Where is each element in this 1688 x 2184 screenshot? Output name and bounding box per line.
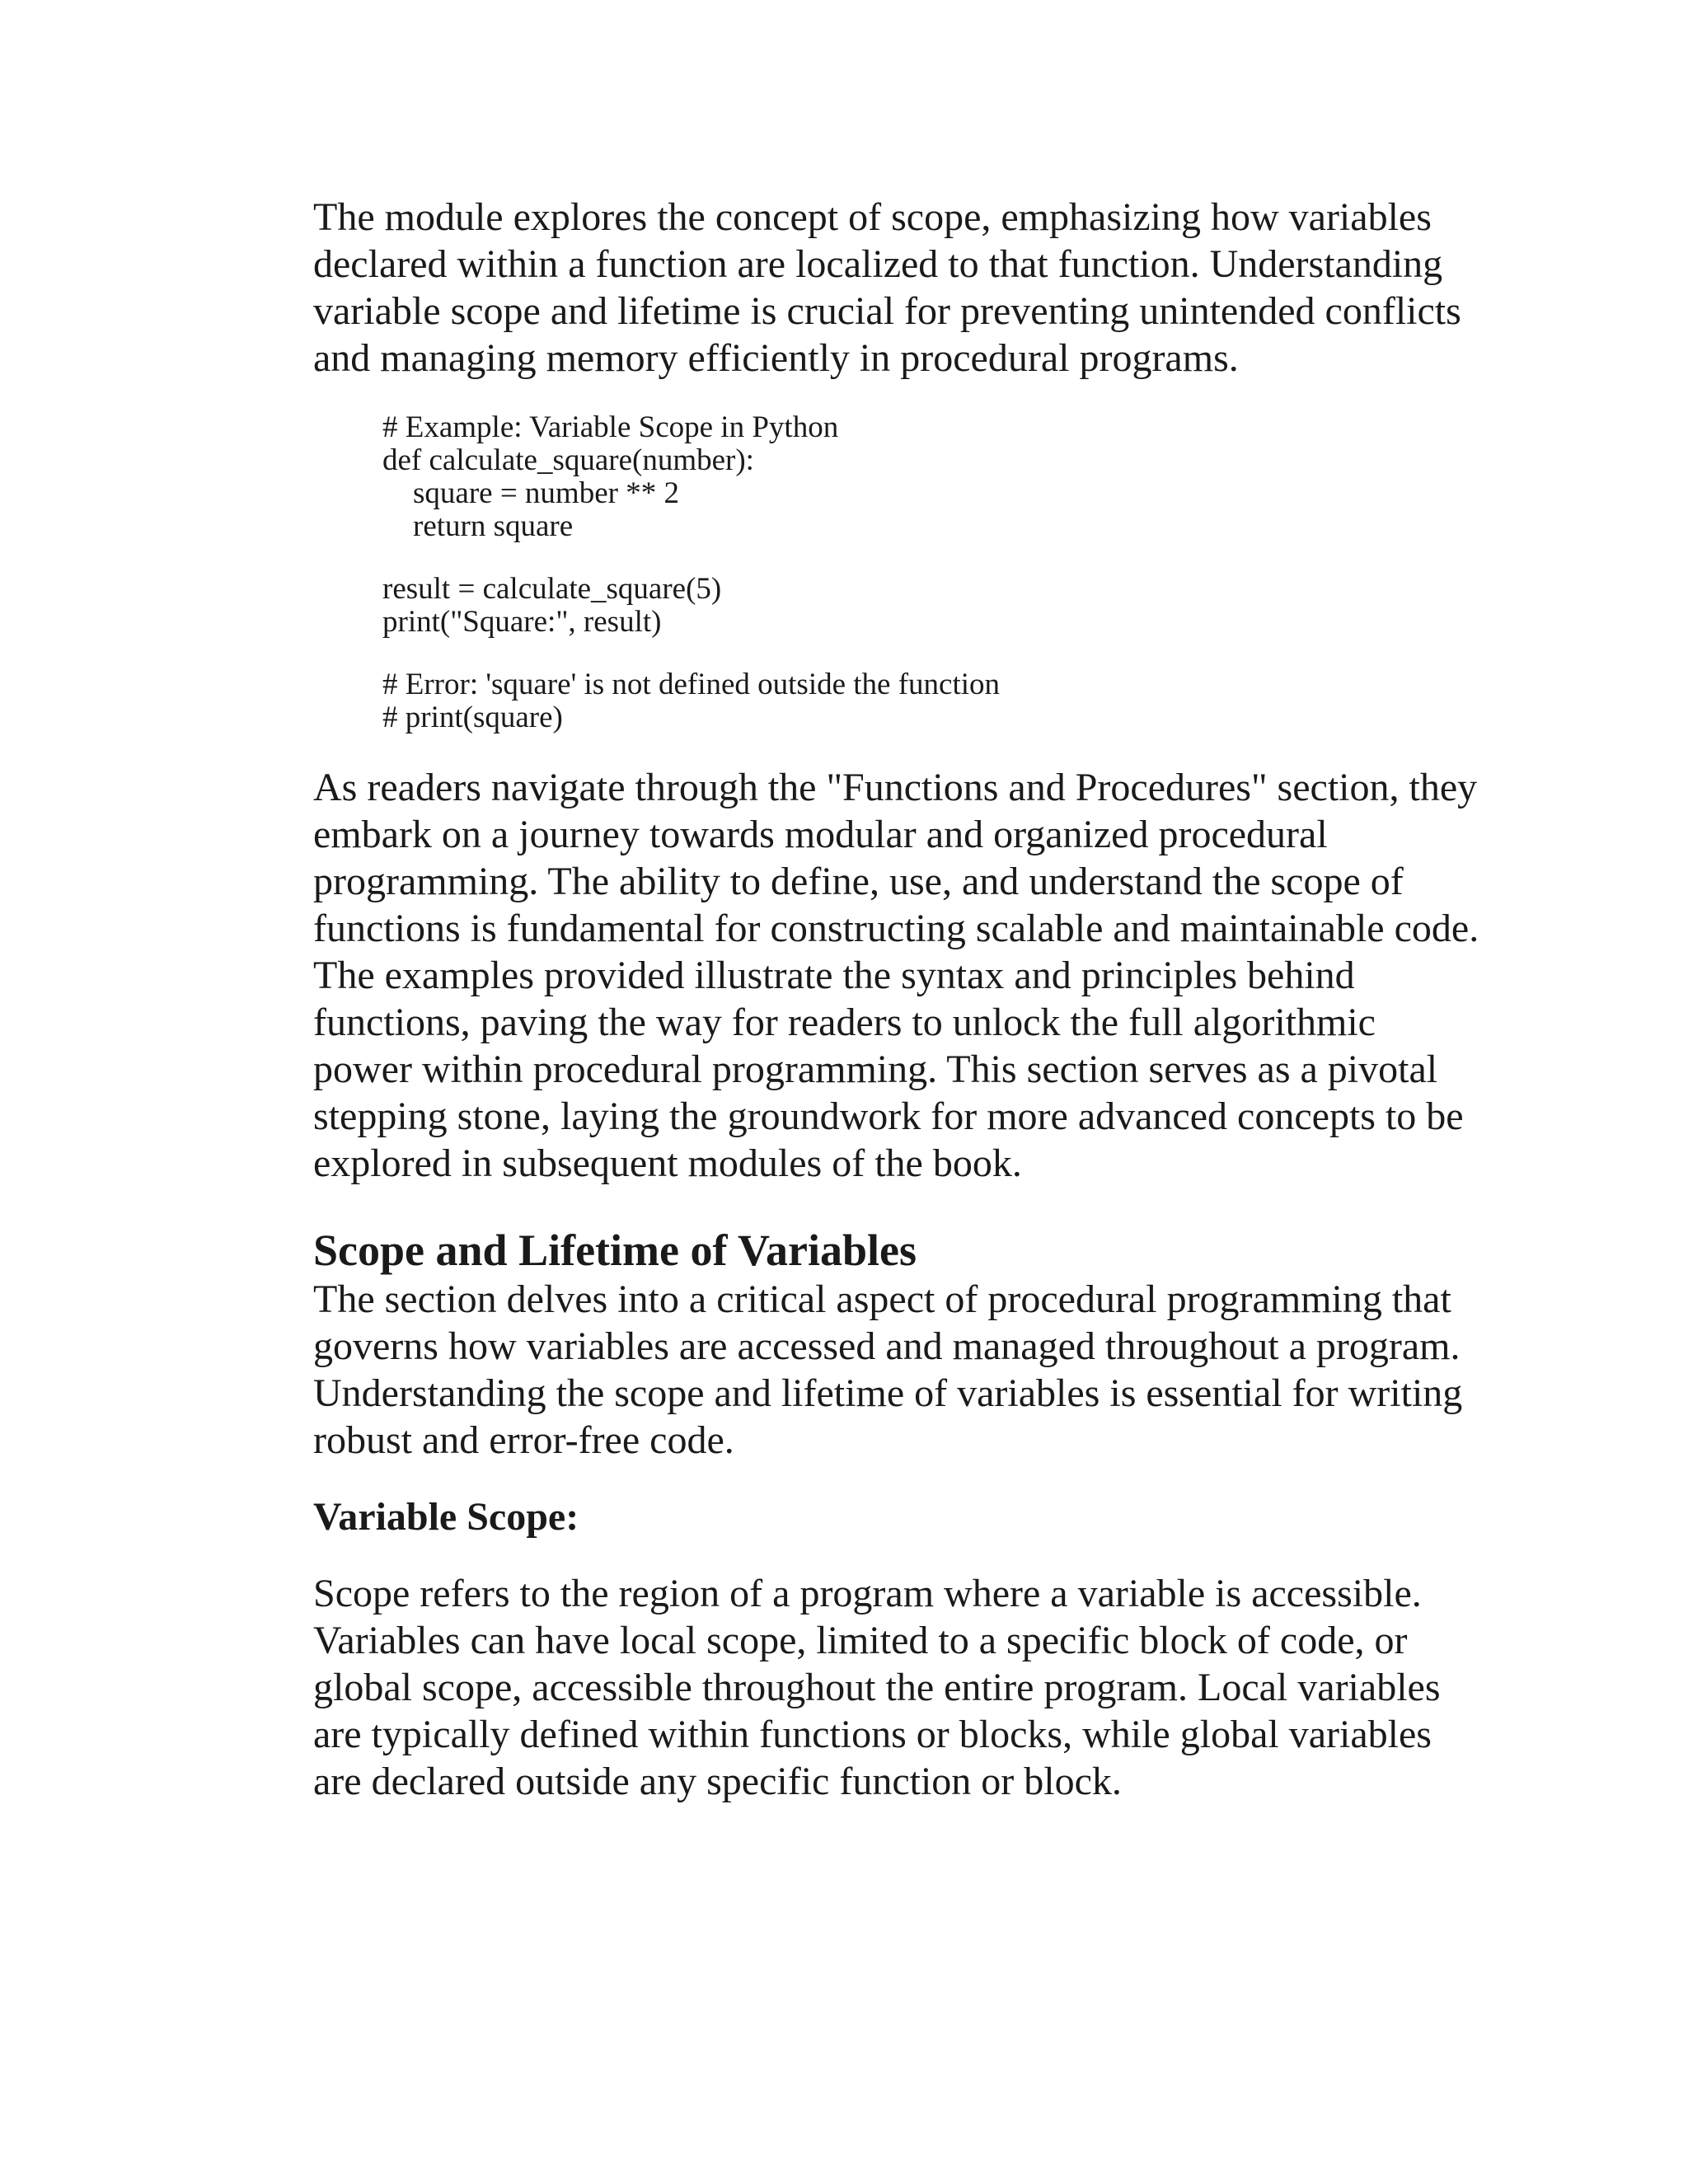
section-intro-paragraph: The section delves into a critical aspect of procedural programming that governs how variables are accessed and managed throughout a program. Understanding the scope and lifetime of variables is essential for writing robust and error-free code.	[313, 1277, 1463, 1462]
code-example	[382, 411, 1484, 734]
code-spacer	[382, 639, 1484, 668]
code-line-7: # Error: 'square' is not defined outside the function	[382, 668, 1001, 701]
code-spacer	[382, 543, 1484, 573]
intro-paragraph: The module explores the concept of scope, emphasizing how variables declared within a function are localized to that function. Understanding variable scope and lifetime is crucial for preventing unintended conflicts and managing memory efficiently in procedural programs.	[313, 195, 1461, 380]
code-line-1: # Example: Variable Scope in Python	[382, 410, 839, 444]
document-page	[313, 194, 1484, 1805]
section-heading: Scope and Lifetime of Variables	[313, 1226, 917, 1275]
code-line-5: result = calculate_square(5)	[382, 572, 722, 606]
variable-scope-paragraph: Scope refers to the region of a program where a variable is accessible. Variables can have local scope, limited to a specific block of code, or global scope, accessible throughout the entire program. Local variables are typically defined within functions or blocks, while global variables are declared outside any specific function or block.	[313, 1572, 1441, 1803]
code-line-3: square = number ** 2	[413, 476, 679, 510]
functions-summary-paragraph: As readers navigate through the "Functions and Procedures" section, they embark on a journey towards modular and organized procedural programming. The ability to define, use, and understand the scope of functions is fundamental for constructing scalable and maintainable code. The examples provided illustrate the syntax and principles behind functions, paving the way for readers to unlock the full algorithmic power within procedural programming. This section serves as a pivotal stepping stone, laying the groundwork for more advanced concepts to be explored in subsequent modules of the book.	[313, 766, 1479, 1185]
code-line-4: return square	[413, 509, 574, 543]
code-line-8: # print(square)	[382, 701, 563, 734]
code-line-6: print("Square:", result)	[382, 605, 662, 639]
code-line-2: def calculate_square(number):	[382, 443, 754, 477]
subsection-heading: Variable Scope:	[313, 1495, 579, 1539]
